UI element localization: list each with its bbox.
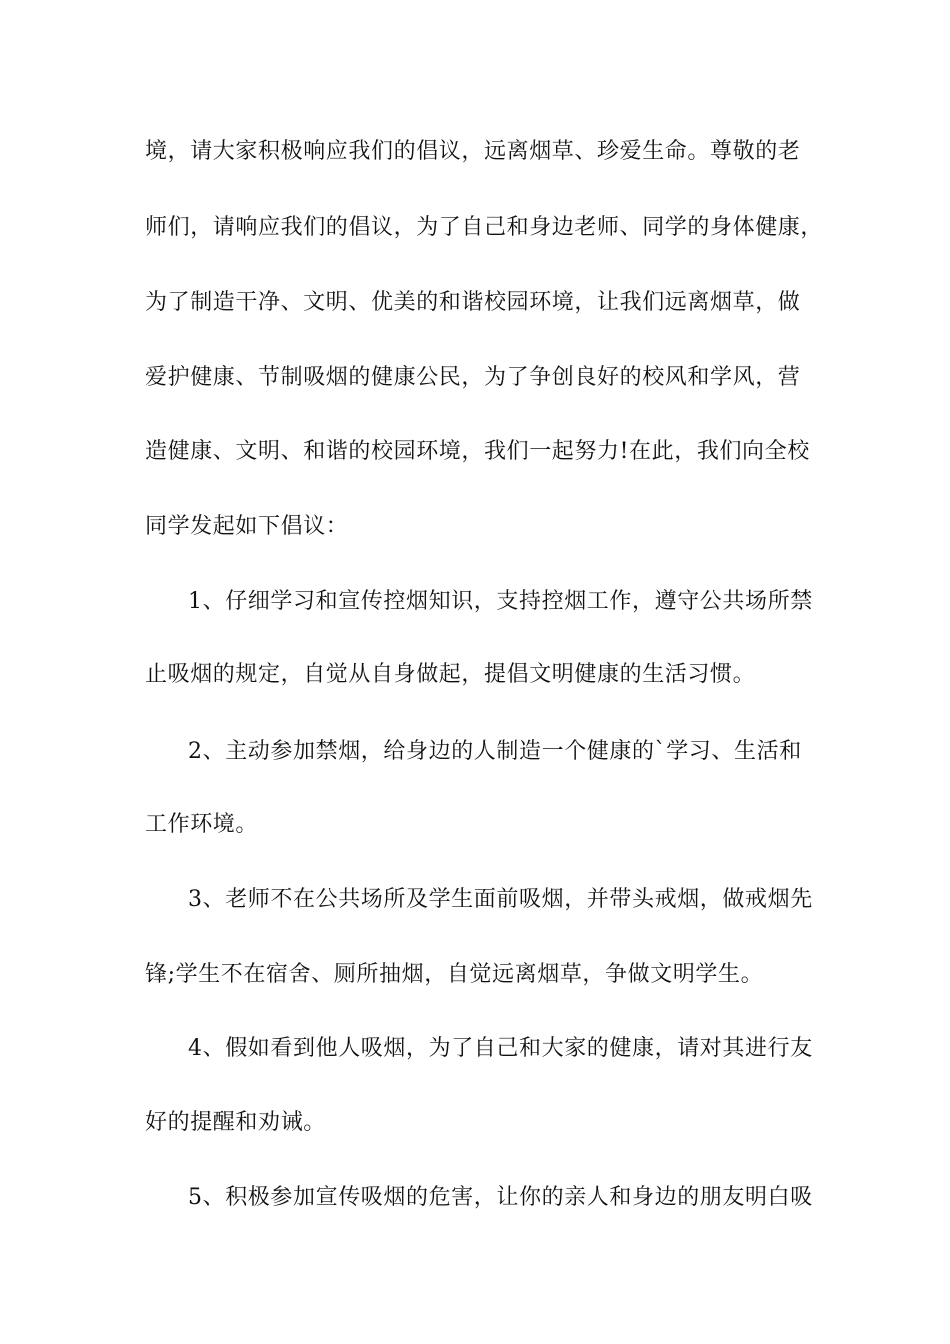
text-line: 境，请大家积极响应我们的倡议，远离烟草、珍爱生命。尊敬的老 — [145, 139, 801, 164]
list-item-2-line: 2、主动参加禁烟，给身边的人制造一个健康的`学习、生活和 — [188, 739, 802, 764]
list-item-3-continuation: 锋;学生不在宿舍、厕所抽烟，自觉远离烟草，争做文明学生。 — [145, 962, 764, 987]
text-line: 为了制造干净、文明、优美的和谐校园环境，让我们远离烟草，做 — [145, 290, 801, 315]
list-item-2-continuation: 工作环境。 — [145, 812, 259, 837]
text-line: 爱护健康、节制吸烟的健康公民，为了争创良好的校风和学风，营 — [145, 365, 801, 390]
text-line: 师们，请响应我们的倡议，为了自己和身边老师、同学的身体健康， — [145, 215, 824, 240]
list-item-4-continuation: 好的提醒和劝诫。 — [145, 1110, 326, 1135]
list-item-3-line: 3、老师不在公共场所及学生面前吸烟，并带头戒烟，做戒烟先 — [188, 887, 813, 912]
text-line: 同学发起如下倡议： — [145, 514, 349, 539]
list-item-5-line: 5、积极参加宣传吸烟的危害，让你的亲人和身边的朋友明白吸 — [188, 1185, 813, 1210]
text-line: 造健康、文明、和谐的校园环境，我们一起努力!在此，我们向全校 — [145, 439, 810, 464]
list-item-1-continuation: 止吸烟的规定，自觉从自身做起，提倡文明健康的生活习惯。 — [145, 662, 756, 687]
list-item-4-line: 4、假如看到他人吸烟，为了自己和大家的健康，请对其进行友 — [188, 1036, 813, 1061]
list-item-1-line: 1、仔细学习和宣传控烟知识，支持控烟工作，遵守公共场所禁 — [188, 589, 813, 614]
